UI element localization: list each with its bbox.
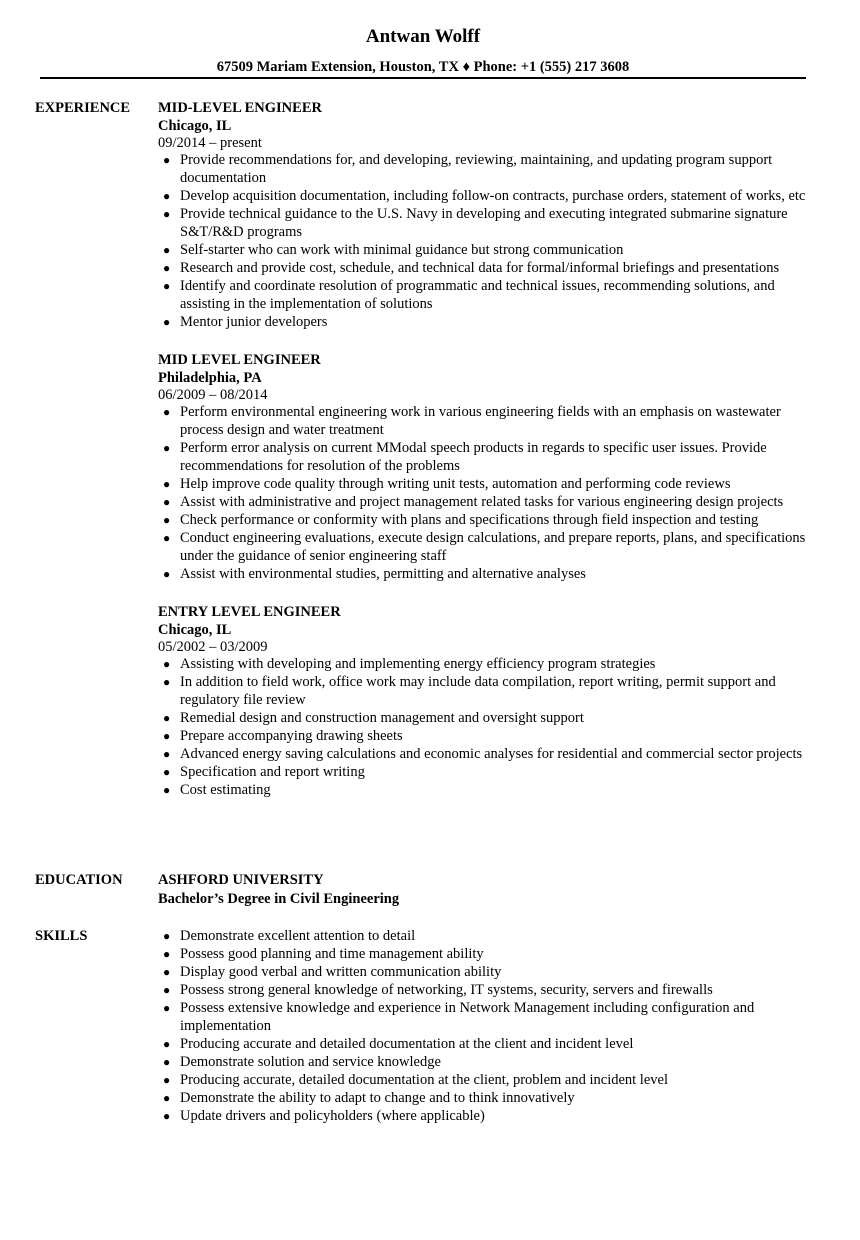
list-item <box>158 981 810 999</box>
bullet-icon: ● <box>163 1055 171 1069</box>
bullet-text: Develop acquisition documentation, including follow-on contracts, purchase orders, statement of works, etc <box>180 188 806 204</box>
bullet-text: Assisting with developing and implementing energy efficiency program strategies <box>180 656 656 672</box>
list-item <box>158 205 810 241</box>
list-item <box>158 529 810 565</box>
bullet-icon: ● <box>163 405 171 419</box>
bullet-icon: ● <box>163 747 171 761</box>
bullet-text: Provide recommendations for, and developing, reviewing, maintaining, and updating program support documentation <box>180 152 773 186</box>
list-item <box>158 511 810 529</box>
bullet-text: Possess good planning and time management ability <box>180 946 484 962</box>
list-item <box>158 403 810 439</box>
list-item <box>158 1053 810 1071</box>
bullet-icon: ● <box>163 1001 171 1015</box>
job-dates: 09/2014 – present <box>158 135 262 151</box>
bullet-text: Check performance or conformity with plans and specifications through field inspection and testing <box>180 512 759 528</box>
list-item <box>158 999 810 1035</box>
experience-heading: EXPERIENCE <box>35 100 131 116</box>
bullet-icon: ● <box>163 729 171 743</box>
bullet-text: Self-starter who can work with minimal guidance but strong communication <box>180 242 624 258</box>
list-item <box>158 313 810 331</box>
list-item <box>158 1107 810 1125</box>
skills-body <box>158 927 808 1125</box>
bullet-icon: ● <box>163 189 171 203</box>
bullet-text: Prepare accompanying drawing sheets <box>180 728 403 744</box>
list-item <box>158 963 810 981</box>
bullet-icon: ● <box>163 1037 171 1051</box>
bullet-text: In addition to field work, office work may include data compilation, report writing, permit support and regulatory file review <box>180 674 776 708</box>
list-item <box>158 745 810 763</box>
bullet-text: Update drivers and policyholders (where applicable) <box>180 1108 485 1124</box>
bullet-icon: ● <box>163 477 171 491</box>
bullet-text: Provide technical guidance to the U.S. Navy in developing and executing integrated submarine signature S&T/R&D programs <box>180 206 788 240</box>
bullet-icon: ● <box>163 1091 171 1105</box>
bullet-icon: ● <box>163 983 171 997</box>
skills-bullet-list <box>158 927 808 1125</box>
list-item <box>158 259 810 277</box>
list-item <box>158 1089 810 1107</box>
list-item <box>158 565 810 583</box>
job-title: MID LEVEL ENGINEER <box>158 352 321 368</box>
list-item <box>158 927 810 945</box>
bullet-icon: ● <box>163 765 171 779</box>
bullet-text: Producing accurate, detailed documentation at the client, problem and incident level <box>180 1072 668 1088</box>
job-location: Philadelphia, PA <box>158 370 262 386</box>
bullet-text: Conduct engineering evaluations, execute design calculations, and prepare reports, plans, and specifications under the guidance of senior engineering staff <box>180 530 806 564</box>
bullet-text: Advanced energy saving calculations and economic analyses for residential and commercial sector projects <box>180 746 803 762</box>
school-name: ASHFORD UNIVERSITY <box>158 872 324 888</box>
job-entry <box>158 603 808 799</box>
job-dates: 06/2009 – 08/2014 <box>158 387 268 403</box>
job-bullet-list <box>158 403 808 583</box>
job-location: Chicago, IL <box>158 118 232 134</box>
skills-heading: SKILLS <box>35 928 88 944</box>
bullet-icon: ● <box>163 711 171 725</box>
list-item <box>158 439 810 475</box>
bullet-icon: ● <box>163 947 171 961</box>
job-entry <box>158 99 808 331</box>
bullet-icon: ● <box>163 441 171 455</box>
bullet-icon: ● <box>163 153 171 167</box>
education-heading: EDUCATION <box>35 872 123 888</box>
bullet-icon: ● <box>163 207 171 221</box>
bullet-text: Perform environmental engineering work in various engineering fields with an emphasis on wastewater process design and water treatment <box>180 404 781 438</box>
bullet-text: Remedial design and construction management and oversight support <box>180 710 584 726</box>
list-item <box>158 475 810 493</box>
job-title: MID-LEVEL ENGINEER <box>158 100 322 116</box>
bullet-text: Demonstrate the ability to adapt to change and to think innovatively <box>180 1090 575 1106</box>
bullet-text: Specification and report writing <box>180 764 365 780</box>
job-title: ENTRY LEVEL ENGINEER <box>158 604 341 620</box>
bullet-text: Research and provide cost, schedule, and technical data for formal/informal briefings and presentations <box>180 260 780 276</box>
job-bullet-list <box>158 655 808 799</box>
bullet-icon: ● <box>163 513 171 527</box>
list-item <box>158 241 810 259</box>
bullet-text: Possess strong general knowledge of networking, IT systems, security, servers and firewalls <box>180 982 713 998</box>
list-item <box>158 277 810 313</box>
bullet-icon: ● <box>163 315 171 329</box>
list-item <box>158 1035 810 1053</box>
list-item <box>158 1071 810 1089</box>
bullet-icon: ● <box>163 567 171 581</box>
bullet-text: Display good verbal and written communication ability <box>180 964 502 980</box>
list-item <box>158 655 810 673</box>
list-item <box>158 727 810 745</box>
list-item <box>158 493 810 511</box>
contact-line: 67509 Mariam Extension, Houston, TX ♦ Phone: +1 (555) 217 3608 <box>216 59 630 75</box>
bullet-icon: ● <box>163 261 171 275</box>
bullet-icon: ● <box>163 243 171 257</box>
bullet-text: Producing accurate and detailed documentation at the client and incident level <box>180 1036 634 1052</box>
list-item <box>158 187 810 205</box>
bullet-text: Assist with environmental studies, permitting and alternative analyses <box>180 566 586 582</box>
job-dates: 05/2002 – 03/2009 <box>158 639 268 655</box>
bullet-text: Assist with administrative and project management related tasks for various engineering design projects <box>180 494 784 510</box>
bullet-text: Cost estimating <box>180 782 271 798</box>
bullet-text: Mentor junior developers <box>180 314 328 330</box>
list-item <box>158 763 810 781</box>
bullet-text: Identify and coordinate resolution of programmatic and technical issues, recommending solutions, and assisting in the implementation of solutions <box>180 278 775 312</box>
job-location: Chicago, IL <box>158 622 232 638</box>
experience-body <box>158 99 808 819</box>
bullet-icon: ● <box>163 657 171 671</box>
list-item <box>158 151 810 187</box>
bullet-icon: ● <box>163 279 171 293</box>
bullet-icon: ● <box>163 1109 171 1123</box>
degree-name: Bachelor’s Degree in Civil Engineering <box>158 891 400 907</box>
bullet-icon: ● <box>163 531 171 545</box>
header-divider <box>40 77 806 79</box>
bullet-text: Help improve code quality through writing unit tests, automation and performing code reviews <box>180 476 731 492</box>
list-item <box>158 709 810 727</box>
list-item <box>158 673 810 709</box>
bullet-text: Demonstrate excellent attention to detail <box>180 928 416 944</box>
candidate-name: Antwan Wolff <box>365 26 481 47</box>
bullet-icon: ● <box>163 929 171 943</box>
bullet-icon: ● <box>163 495 171 509</box>
bullet-icon: ● <box>163 675 171 689</box>
job-entry <box>158 351 808 583</box>
job-bullet-list <box>158 151 808 331</box>
bullet-icon: ● <box>163 1073 171 1087</box>
education-body <box>158 871 808 909</box>
bullet-text: Demonstrate solution and service knowledge <box>180 1054 441 1070</box>
bullet-icon: ● <box>163 965 171 979</box>
bullet-text: Perform error analysis on current MModal speech products in regards to specific user issues. Provide recommendations for resolution of the problems <box>180 440 767 474</box>
list-item <box>158 781 810 799</box>
bullet-text: Possess extensive knowledge and experience in Network Management including configuration and implementation <box>180 1000 755 1034</box>
bullet-icon: ● <box>163 783 171 797</box>
list-item <box>158 945 810 963</box>
